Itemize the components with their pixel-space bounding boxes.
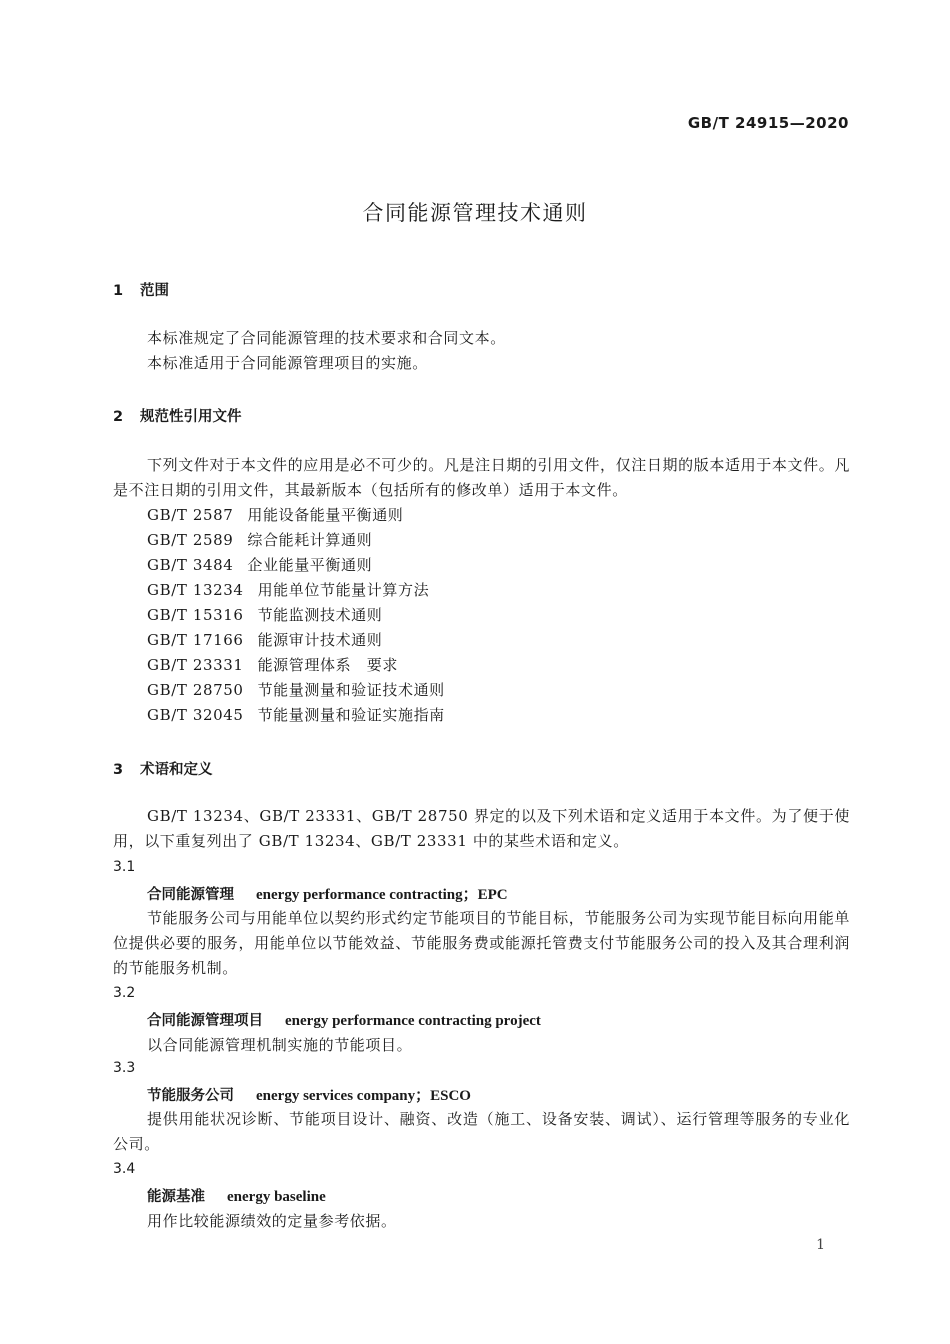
reference-name: 能源审计技术通则 (257, 631, 383, 649)
reference-name: 用能设备能量平衡通则 (247, 506, 404, 524)
reference-item (147, 653, 398, 678)
reference-name: 综合能耗计算通则 (247, 531, 373, 549)
reference-item (147, 578, 429, 603)
term-zh: 能源基准 (147, 1189, 205, 1205)
reference-code: GB/T 17166 (147, 631, 244, 649)
term-definition: 用作比较能源绩效的定量参考依据。 (147, 1212, 397, 1230)
reference-code: GB/T 3484 (147, 556, 234, 574)
section-2-heading (113, 405, 242, 426)
section-number: 1 (113, 283, 124, 299)
term-definition: 以合同能源管理机制实施的节能项目。 (147, 1036, 413, 1054)
reference-item (147, 553, 372, 578)
normative-references-intro: 下列文件对于本文件的应用是必不可少的。凡是注日期的引用文件，仅注日期的版本适用于本文件。凡是不注日期的引用文件，其最新版本（包括所有的修改单）适用于本文件。 (113, 456, 850, 499)
reference-item (147, 528, 372, 553)
reference-code: GB/T 2587 (147, 506, 234, 524)
term-number: 3.4 (113, 1161, 136, 1177)
term-number: 3.2 (113, 985, 136, 1001)
standard-code: GB/T 24915—2020 (687, 114, 849, 132)
reference-name: 能源管理体系 要求 (257, 656, 398, 674)
section-title: 术语和定义 (140, 762, 213, 778)
scope-line-1: 本标准规定了合同能源管理的技术要求和合同文本。 (147, 329, 506, 347)
term-number: 3.1 (113, 859, 136, 875)
reference-name: 用能单位节能量计算方法 (257, 581, 430, 599)
terms-intro: GB/T 13234、GB/T 23331、GB/T 28750 界定的以及下列术语和定义适用于本文件。为了便于使用，以下重复列出了 GB/T 13234、GB/T 23331 中的某些术语和定义。 (113, 807, 850, 850)
term-en: energy services company；ESCO (256, 1088, 471, 1104)
reference-name: 节能量测量和验证实施指南 (257, 706, 445, 724)
reference-name: 节能量测量和验证技术通则 (257, 681, 445, 699)
term-en: energy baseline (227, 1189, 326, 1205)
term-heading (147, 1185, 326, 1206)
term-heading (147, 883, 508, 904)
term-heading (147, 1009, 541, 1030)
reference-code: GB/T 28750 (147, 681, 244, 699)
term-definition: 节能服务公司与用能单位以契约形式约定节能项目的节能目标，节能服务公司为实现节能目标向用能单位提供必要的服务，用能单位以节能效益、节能服务费或能源托管费支付节能服务公司的投入及其合理利润的节能服务机制。 (113, 909, 850, 977)
term-zh: 节能服务公司 (147, 1088, 234, 1104)
term-zh: 合同能源管理 (147, 887, 234, 903)
term-definition: 提供用能状况诊断、节能项目设计、融资、改造（施工、设备安装、调试）、运行管理等服务的专业化公司。 (113, 1110, 850, 1153)
reference-item (147, 628, 382, 653)
term-number: 3.3 (113, 1060, 136, 1076)
section-number: 3 (113, 762, 124, 778)
section-3-heading (113, 758, 213, 779)
reference-item (147, 603, 382, 628)
term-en: energy performance contracting project (285, 1013, 541, 1029)
term-en: energy performance contracting；EPC (256, 887, 508, 903)
page-number: 1 (816, 1237, 825, 1253)
section-title: 范围 (140, 283, 169, 299)
reference-code: GB/T 15316 (147, 606, 244, 624)
section-number: 2 (113, 409, 124, 425)
reference-name: 节能监测技术通则 (257, 606, 383, 624)
term-heading (147, 1084, 471, 1105)
reference-item (147, 703, 445, 728)
term-zh: 合同能源管理项目 (147, 1013, 263, 1029)
section-title: 规范性引用文件 (140, 409, 242, 425)
reference-item (147, 503, 403, 528)
reference-item (147, 678, 445, 703)
reference-code: GB/T 13234 (147, 581, 244, 599)
reference-code: GB/T 32045 (147, 706, 244, 724)
reference-code: GB/T 2589 (147, 531, 234, 549)
scope-line-2: 本标准适用于合同能源管理项目的实施。 (147, 354, 428, 372)
reference-name: 企业能量平衡通则 (247, 556, 373, 574)
section-1-heading (113, 279, 169, 300)
reference-code: GB/T 23331 (147, 656, 244, 674)
document-title: 合同能源管理技术通则 (362, 201, 588, 225)
